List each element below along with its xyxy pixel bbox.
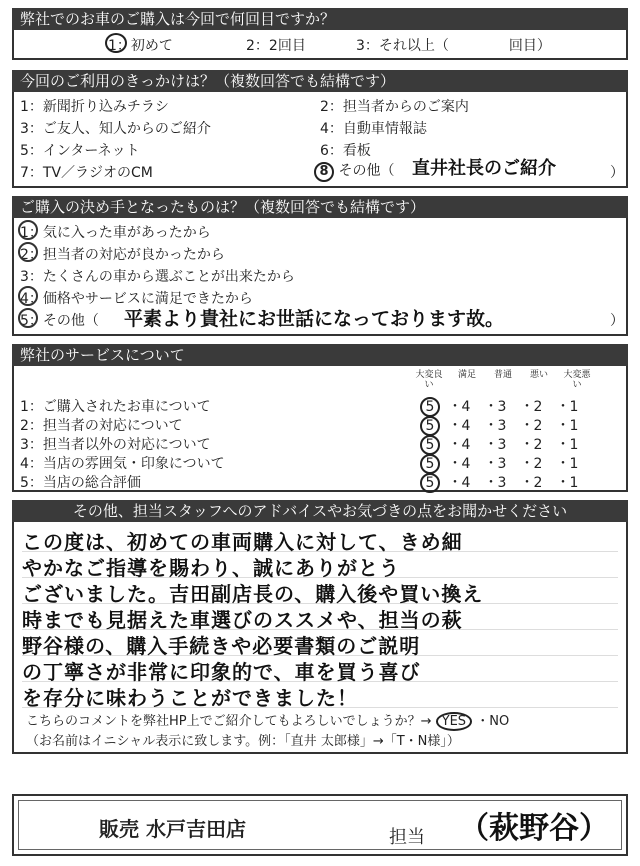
rating-value: 5 [420,416,440,436]
q2-item-3: 3：ご友人、知人からのご紹介 [20,121,211,137]
rating-value: 1 [569,456,579,472]
q3-item-5: 5：その他（ [20,310,99,330]
comment-text: この度は、初めての車両購入に対して、きめ細 [22,530,463,554]
yes-option: YES [436,712,472,731]
rating-row-label: 1：ご購入されたお車について [20,399,211,415]
footer [12,794,628,856]
q2-other-answer: 直井社長のご紹介 [412,158,556,179]
rating-value: 5 [420,454,440,474]
rating-value: 5 [420,397,440,417]
comment-line [22,656,618,682]
rating-value: 5 [420,435,440,455]
rating-value: 1 [569,437,579,453]
scale-head-very-bad: 大変悪い [563,370,591,390]
rating-value: 1 [569,399,579,415]
rating-value: 4 [461,475,471,491]
q3-heading: ご購入の決め手となったものは？（複数回答でも結構です） [12,196,628,218]
comment-line [22,604,618,630]
answer-circle [18,308,38,328]
comment-text: 野谷様の、購入手続きや必要書類のご説明 [22,634,421,658]
q3-close-paren: ） [610,313,624,329]
rating-value: 2 [533,399,543,415]
q2-heading: 今回のご利用のきっかけは？（複数回答でも結構です） [12,70,628,92]
q2-item-4: 4：自動車情報誌 [320,121,427,137]
q2-item-6: 6：看板 [320,143,371,159]
comment-text: の丁寧さが非常に印象的で、車を買う喜び [22,660,421,684]
q2-item-8: 8 その他（ [314,160,394,182]
rating-scale: 5 ・4 ・3 ・2 ・1 [412,396,592,417]
q2-item-7: 7：TV／ラジオのCM [20,165,153,181]
answer-circle [105,33,127,53]
rating-value: 4 [461,456,471,472]
rating-value: 2 [533,475,543,491]
q5-box [12,522,628,754]
comment-line [22,526,618,552]
comment-line [22,682,618,708]
rating-row-label: 2：担当者の対応について [20,418,183,434]
rating-value: 2 [533,418,543,434]
rating-value: 1 [569,418,579,434]
q3-item-4: 4：価格やサービスに満足できたから [20,288,253,308]
scale-head-bad: 悪い [529,370,548,380]
answer-circle [18,286,38,306]
rating-value: 3 [497,399,507,415]
scale-head-very-good: 大変良い [415,370,443,390]
q3-item-3: 3：たくさんの車から選ぶことが出来たから [20,269,295,285]
rating-row-label: 5：当店の総合評価 [20,475,141,491]
q1-option-second: 2：2回目 [246,38,306,54]
q2-item-5: 5：インターネット [20,143,140,159]
rating-value: 4 [461,437,471,453]
rating-value: 2 [533,456,543,472]
comment-line [22,552,618,578]
shop-name: 販売 水戸吉田店 [99,817,246,841]
rating-value: 3 [497,437,507,453]
rating-value: 3 [497,475,507,491]
answer-circle [18,220,38,240]
survey-sheet [12,8,628,754]
answer-circle: 8 [314,162,334,182]
comment-line [22,630,618,656]
answer-circle [18,242,38,262]
scale-head-normal: 普通 [493,370,512,380]
comment-line [22,578,618,604]
rating-value: 2 [533,437,543,453]
rating-value: 3 [497,418,507,434]
q2-item-2: 2：担当者からのご案内 [320,99,469,115]
staff-name: （萩野谷） [459,811,609,846]
q1-heading: 弊社でのお車のご購入は今回で何回目ですか？ [12,8,628,30]
rating-scale: 5 ・4 ・3 ・2 ・1 [412,472,592,493]
rating-value: 1 [569,475,579,491]
q3-item-1: 1：気に入った車があったから [20,222,211,242]
q2-item-1: 1：新聞折り込みチラシ [20,99,169,115]
staff-label: 担当 [389,827,425,848]
q2-box [12,92,628,188]
q5-heading: その他、担当スタッフへのアドバイスやお気づきの点をお聞かせください [12,500,628,522]
rating-scale: 5 ・4 ・3 ・2 ・1 [412,434,592,455]
q1-option-more: 3：それ以上（ 回目） [356,38,551,54]
hp-question: こちらのコメントを弊社HP上でご紹介してもよろしいでしょうか？→ YES ・NO [26,714,510,729]
rating-scale: 5 ・4 ・3 ・2 ・1 [412,453,592,474]
q1-box [12,30,628,60]
scale-head-satisfied: 満足 [457,370,476,380]
q4-heading: 弊社のサービスについて [12,344,628,366]
q2-close-paren: ） [610,165,624,181]
comment-text: 時までも見据えた車選びのススメや、担当の萩 [22,608,463,632]
q1-option-first: 1：初めて [108,35,173,55]
rating-value: 3 [497,456,507,472]
q3-box [12,218,628,336]
q3-other-answer: 平素より貴社にお世話になっております故。 [124,308,505,330]
rating-scale: 5 ・4 ・3 ・2 ・1 [412,415,592,436]
name-note: （お名前はイニシャル表示に致します。例：「直井 太郎様」→「T・N様」） [26,734,460,749]
rating-value: 4 [461,418,471,434]
comment-text: ございました。吉田副店長の、購入後や買い換え [22,582,484,606]
comment-text: やかなご指導を賜わり、誠にありがとう [22,556,400,580]
q4-box [12,366,628,492]
rating-value: 4 [461,399,471,415]
rating-row-label: 3：担当者以外の対応について [20,437,211,453]
rating-value: 5 [420,473,440,493]
rating-row-label: 4：当店の雰囲気・印象について [20,456,225,472]
no-option: ・NO [476,714,510,729]
comment-text: を存分に味わうことができました！ [22,686,358,710]
q3-item-2: 2：担当者の対応が良かったから [20,244,225,264]
